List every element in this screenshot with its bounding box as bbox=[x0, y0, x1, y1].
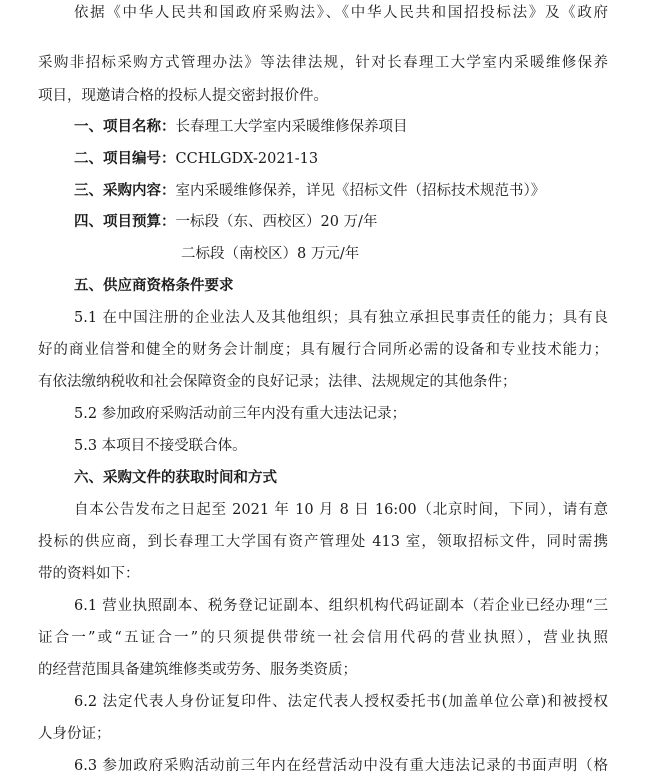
section5-p2: 5.2 参加政府采购活动前三年内没有重大违法记录； bbox=[74, 406, 407, 422]
section6-p1-line-1: 6.1 营业执照副本、税务登记证副本、组织机构代码证副本（若企业已经办理“三 bbox=[74, 598, 608, 614]
procurement-content-value: 室内采暖维修保养，详见《招标文件（招标技术规范书）》 bbox=[175, 183, 546, 199]
section5-p1-line-1: 5.1 在中国注册的企业法人及其他组织；具有独立承担民事责任的能力；具有良 bbox=[74, 310, 608, 326]
section6-p2-line-1: 6.2 法定代表人身份证复印件、法定代表人授权委托书(加盖单位公章)和被授权 bbox=[74, 694, 608, 710]
project-name-label: 一、项目名称： bbox=[74, 118, 176, 135]
project-name-row bbox=[74, 111, 608, 143]
section5-p1-line-2: 好的商业信誉和健全的财务会计制度；具有履行合同所必需的设备和专业技术能力； bbox=[38, 342, 608, 358]
section6-p2-line-2: 人身份证； bbox=[38, 726, 111, 742]
section6-intro-line-3: 带的资料如下： bbox=[38, 566, 140, 582]
procurement-content-row bbox=[74, 175, 608, 207]
project-name-value: 长春理工大学室内采暖维修保养项目 bbox=[175, 119, 408, 135]
budget-row bbox=[74, 206, 608, 238]
section6-p1-line-3: 的经营范围具备建筑维修类或劳务、服务类资质； bbox=[38, 662, 357, 678]
intro-line-1: 依据《中华人民共和国政府采购法》、《中华人民共和国招投标法》及《政府 bbox=[74, 5, 608, 21]
section6-heading: 六、采购文件的获取时间和方式 bbox=[74, 469, 277, 486]
section5-p3: 5.3 本项目不接受联合体。 bbox=[74, 438, 247, 454]
section5-heading: 五、供应商资格条件要求 bbox=[74, 277, 234, 294]
section6-p1-line-2: 证合一”或“五证合一”的只须提供带统一社会信用代码的营业执照），营业执照 bbox=[38, 630, 608, 646]
intro-line-3: 项目，现邀请合格的投标人提交密封报价件。 bbox=[38, 88, 328, 104]
project-number-value: CCHLGDX-2021-13 bbox=[175, 151, 319, 167]
project-number-label: 二、项目编号： bbox=[74, 150, 176, 167]
budget-value-lot1: 一标段（东、西校区）20 万/年 bbox=[175, 214, 378, 230]
section6-intro-line-1: 自本公告发布之日起至 2021 年 10 月 8 日 16:00（北京时间，下同），请有意 bbox=[74, 502, 608, 518]
budget-label: 四、项目预算： bbox=[74, 213, 176, 230]
procurement-content-label: 三、采购内容： bbox=[74, 182, 176, 199]
section5-p1-line-3: 有依法缴纳税收和社会保障资金的良好记录；法律、法规规定的其他条件； bbox=[38, 374, 517, 390]
section6-intro-line-2: 投标的供应商，到长春理工大学国有资产管理处 413 室，领取招标文件，同时需携 bbox=[38, 534, 608, 550]
section6-p3-line-1: 6.3 参加政府采购活动前三年内在经营活动中没有重大违法记录的书面声明（格 bbox=[74, 758, 608, 774]
intro-line-2: 采购非招标采购方式管理办法》等法律法规，针对长春理工大学室内采暖维修保养 bbox=[38, 55, 608, 71]
project-number-row bbox=[74, 143, 608, 175]
budget-value-lot2: 二标段（南校区）8 万元/年 bbox=[181, 246, 360, 262]
